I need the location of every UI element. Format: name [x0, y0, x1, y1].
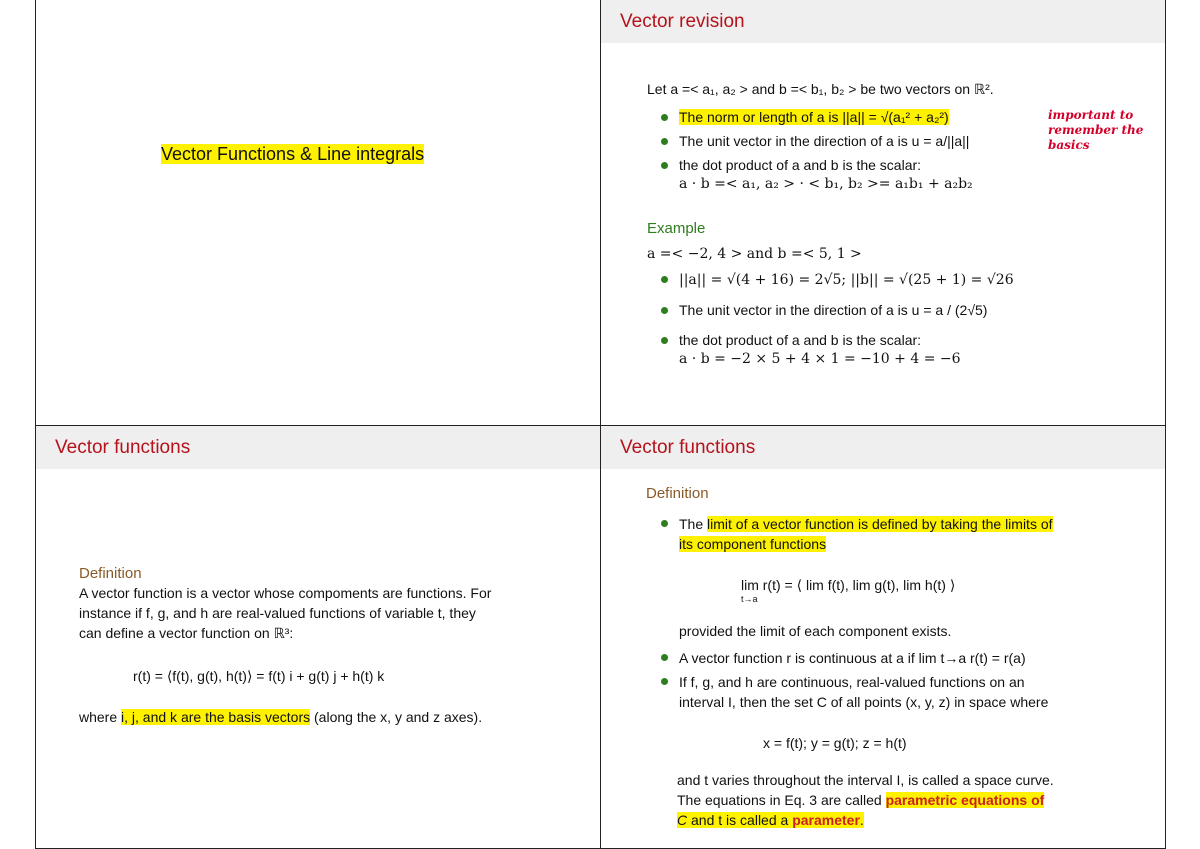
border-right [1165, 0, 1166, 849]
slide-header [601, 0, 1165, 43]
slide-vector-revision [601, 0, 1165, 425]
example-label: Example [647, 220, 706, 237]
slide-vector-functions-limits [601, 426, 1165, 848]
bullet-icon [661, 654, 668, 661]
bullet-icon [661, 138, 668, 145]
slide-header [601, 426, 1165, 469]
bullet-icon [661, 114, 668, 121]
slide-header [36, 426, 600, 469]
definition-label: Definition [79, 565, 142, 582]
bullet-icon [661, 678, 668, 685]
basis-vectors-line: where i, j, and k are the basis vectors (along the x, y and z axes). [79, 709, 483, 725]
example-norms: ||a|| = √(4 + 16) = 2√5; ||b|| = √(25 + 1) = √26 [661, 270, 1101, 289]
handwritten-note: important to remember the basics [1048, 108, 1144, 152]
example-intro: a =< −2, 4 > and b =< 5, 1 > [647, 246, 862, 262]
slide-heading: Vector functions [55, 437, 191, 458]
bullet-icon [661, 276, 668, 283]
bullet-icon [661, 337, 668, 344]
bullet-icon [661, 162, 668, 169]
slide-title-text: Vector Functions & Line integrals [161, 144, 425, 164]
bullet-dot-product: the dot product of a and b is the scalar: a · b =< a₁, a₂ > · < b₁, b₂ >= a₁b₁ + a₂b₂ [661, 156, 1031, 193]
bullet-limit-definition: The limit of a vector function is defined by taking the limits of its component functions [661, 514, 1141, 554]
slide-title [36, 0, 600, 425]
definition-text: A vector function is a vector whose compoments are functions. For instance if f, g, and h are real-valued functions of variable t, they can define a vector function on ℝ³: [79, 585, 492, 641]
slide-vector-functions-definition [36, 426, 600, 848]
intro-line: Let a =< a₁, a₂ > and b =< b₁, b₂ > be two vectors on ℝ². [647, 81, 994, 97]
example-unit-vector: The unit vector in the direction of a is u = a / (2√5) [661, 301, 1101, 319]
continuity-bullets [661, 648, 1161, 712]
bullet-icon [661, 520, 668, 527]
space-curve-text: and t varies throughout the interval I, is called a space curve. The equations in Eq. 3 are called parametric equations of C and t is called a parameter. [677, 772, 1054, 828]
bullet-icon [661, 307, 668, 314]
limit-bullet [661, 514, 1141, 554]
example-dot-product: the dot product of a and b is the scalar: a · b = −2 × 5 + 4 × 1 = −10 + 4 = −6 [661, 331, 1101, 368]
definition-label: Definition [646, 485, 709, 502]
slide-heading: Vector functions [620, 437, 756, 458]
limit-subscript: t→a [741, 594, 758, 604]
limit-equation: lim r(t) = ⟨ lim f(t), lim g(t), lim h(t) ⟩ [741, 577, 956, 593]
example-bullets [661, 270, 1101, 368]
vector-function-equation: r(t) = ⟨f(t), g(t), h(t)⟩ = f(t) i + g(t) j + h(t) k [133, 668, 385, 684]
bullet-norm: The norm or length of a is ||a|| = √(a₁² + a₂²) [661, 108, 1031, 126]
bullet-unit-vector: The unit vector in the direction of a is u = a/||a|| [661, 132, 1031, 150]
slide-heading: Vector revision [620, 11, 745, 32]
bullet-continuity: A vector function r is continuous at a if lim t→a r(t) = r(a) [661, 648, 1161, 668]
revision-bullets [661, 108, 1031, 193]
parametric-equations: x = f(t); y = g(t); z = h(t) [763, 735, 907, 751]
provided-line: provided the limit of each component exists. [679, 623, 952, 639]
bullet-space-curve: If f, g, and h are continuous, real-valued functions on an interval I, then the set C of all points (x, y, z) in space where [661, 672, 1161, 712]
